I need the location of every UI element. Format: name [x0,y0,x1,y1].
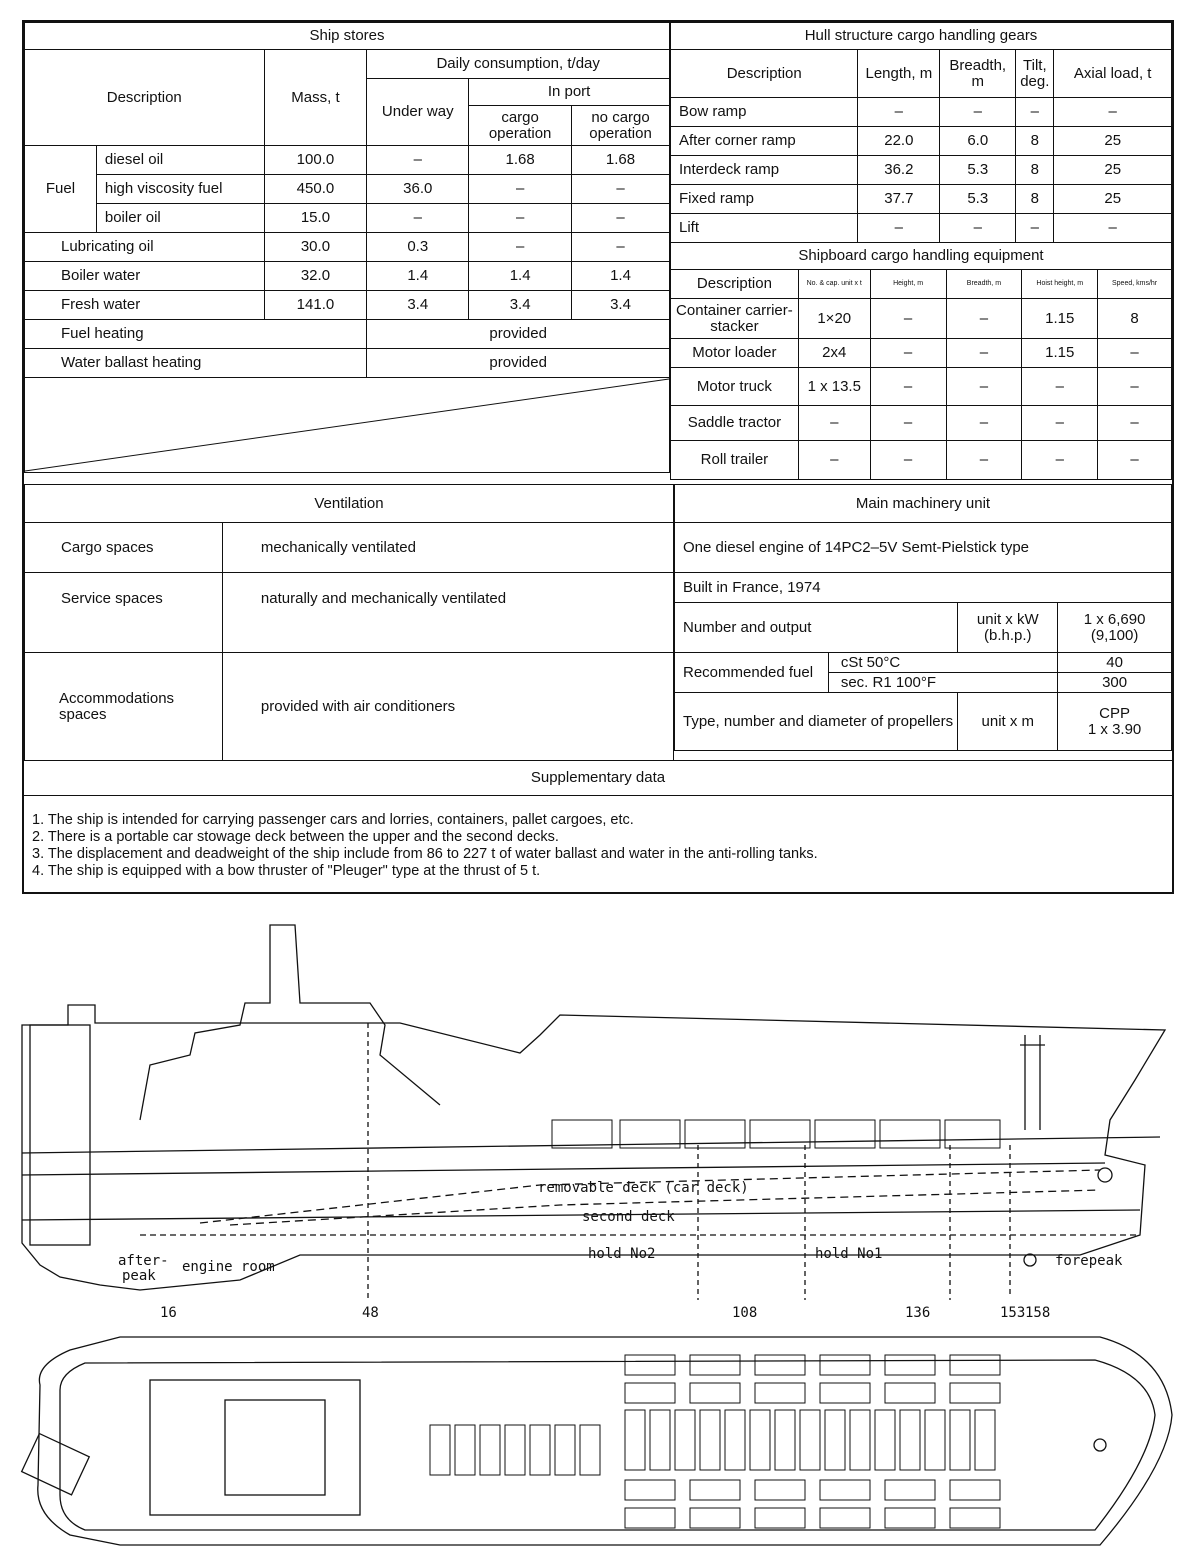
equip-row-no-cap: 1×20 [798,299,870,339]
fuel-label: Recommended fuel [675,653,829,693]
equip-row-speed: – [1098,441,1172,480]
equip-row-breadth: – [946,406,1022,441]
note-item: 4. The ship is equipped with a bow thruster of "Pleuger" type at the thrust of 5 t. [32,863,541,879]
hull-row-tilt: 8 [1016,127,1054,156]
equip-row-no-cap: 1 x 13.5 [798,368,870,406]
hull-row-name: Lift [671,214,858,243]
equip-row-hoist: – [1022,406,1098,441]
hull-row-axial: – [1054,98,1172,127]
stores-row-cargo: 1.68 [469,146,572,175]
label-forepeak: forepeak [1055,1253,1123,1269]
hull-row-length: 37.7 [858,185,940,214]
equip-row-breadth: – [946,368,1022,406]
ballast-heating-label: Water ballast heating [25,349,367,378]
equip-row-speed: – [1098,339,1172,368]
hull-row-tilt: 8 [1016,185,1054,214]
shipboard-equipment-table [670,242,1172,480]
ballast-heating-value: provided [367,349,670,378]
fuel-unit-2: sec. R1 100°F [828,673,1057,693]
hull-row-length: 36.2 [858,156,940,185]
stores-row-name: high viscosity fuel [96,175,264,204]
stores-row-no-cargo: 1.4 [572,262,670,291]
hull-row-breadth: – [940,214,1016,243]
fuel-heating-value: provided [367,320,670,349]
propeller-unit: unit x m [958,693,1058,751]
stores-col-mass: Mass, t [264,50,367,146]
vent-row-mode: naturally and mechanically ventilated [222,573,673,653]
propeller-value [1058,693,1172,751]
plan-view [22,1337,1172,1545]
hull-col-description: Description [671,50,858,98]
machinery-engine: One diesel engine of 14PC2–5V Semt-Pielstick type [675,523,1172,573]
equip-col-no-cap: No. & cap. unit x t [798,270,870,299]
stores-col-daily: Daily consumption, t/day [367,50,670,79]
equip-row-name: Saddle tractor [671,406,799,441]
propeller-size: 1 x 3.90 [1087,720,1142,738]
ship-stores-title: Ship stores [25,23,670,50]
stores-row-no-cargo: – [572,175,670,204]
machinery-table [674,484,1172,751]
frame-number: 136 [905,1305,931,1321]
label-engine-room: engine room [182,1259,275,1275]
stores-row-name: boiler oil [96,204,264,233]
equip-row-breadth: – [946,339,1022,368]
stores-row-mass: 32.0 [264,262,367,291]
stores-row-no-cargo: – [572,204,670,233]
hull-row-axial: 25 [1054,127,1172,156]
machinery-built: Built in France, 1974 [675,573,1172,603]
empty-diagonal-cell [25,378,670,473]
hull-col-breadth: Breadth, m [940,50,1016,98]
hull-gears-table [670,22,1172,243]
label-afterpeak-2: peak [122,1268,156,1284]
hull-row-breadth: 5.3 [940,185,1016,214]
frame-number: 48 [362,1305,379,1321]
equip-col-speed: Speed, kms/hr [1098,270,1172,299]
equip-row-name: Container carrier-stacker [671,299,799,339]
vent-row-space: Accommodations spaces [25,653,223,761]
hull-row-name: Interdeck ramp [671,156,858,185]
stores-row-no-cargo: – [572,233,670,262]
stores-col-cargo-op: cargo operation [469,106,572,146]
stores-row-name: diesel oil [96,146,264,175]
equip-row-height: – [870,441,946,480]
equip-row-name: Motor truck [671,368,799,406]
hull-row-breadth: 5.3 [940,156,1016,185]
stern-tower [30,1025,90,1245]
ventilation-title: Ventilation [25,485,674,523]
output-unit: unit x kW (b.h.p.) [958,603,1058,653]
stores-row-name: Lubricating oil [25,233,265,262]
note-item: 2. There is a portable car stowage deck between the upper and the second decks. [32,829,559,845]
output-label: Number and output [675,603,958,653]
equip-row-height: – [870,368,946,406]
hull-row-length: – [858,98,940,127]
hull-row-tilt: 8 [1016,156,1054,185]
hull-col-tilt: Tilt, deg. [1016,50,1054,98]
stores-row-name: Boiler water [25,262,265,291]
fuel-heating-label: Fuel heating [25,320,367,349]
equip-row-speed: – [1098,368,1172,406]
stores-row-cargo: – [469,204,572,233]
fuel-value-2: 300 [1058,673,1172,693]
equip-row-hoist: – [1022,441,1098,480]
equip-row-breadth: – [946,441,1022,480]
hull-row-name: Fixed ramp [671,185,858,214]
note-item: 3. The displacement and deadweight of the ship include from 86 to 227 t of water ballast and water in the anti-rolling tanks. [32,846,818,862]
hull-gears-title: Hull structure cargo handling gears [671,23,1172,50]
equip-row-height: – [870,299,946,339]
stores-row-under-way: 0.3 [367,233,469,262]
hull-row-axial: 25 [1054,185,1172,214]
stores-row-no-cargo: 1.68 [572,146,670,175]
label-hold-1: hold No1 [815,1246,883,1262]
equip-row-no-cap: – [798,406,870,441]
hull-row-breadth: 6.0 [940,127,1016,156]
hull-row-tilt: – [1016,214,1054,243]
hull-row-tilt: – [1016,98,1054,127]
equip-row-hoist: – [1022,368,1098,406]
fuel-group-label: Fuel [25,146,97,233]
hull-row-axial: – [1054,214,1172,243]
frame-number: 108 [732,1305,758,1321]
label-removable-deck: removable deck (car deck) [538,1180,749,1196]
ship-drawing [0,905,1187,1559]
hull-row-length: – [858,214,940,243]
frame-number: 153 [1000,1305,1026,1321]
stores-row-under-way: – [367,146,469,175]
equip-row-height: – [870,339,946,368]
hull-row-name: After corner ramp [671,127,858,156]
stores-row-under-way: 1.4 [367,262,469,291]
supplementary-notes [32,812,818,880]
frame-number: 158 [1025,1305,1051,1321]
stores-row-under-way: 3.4 [367,291,469,320]
stores-row-mass: 100.0 [264,146,367,175]
plan-containers [430,1355,1000,1528]
propeller-label: Type, number and diameter of propellers [675,693,958,751]
stores-col-no-cargo-op: no cargo operation [572,106,670,146]
stores-row-cargo: – [469,175,572,204]
hull-row-length: 22.0 [858,127,940,156]
stores-row-cargo: 3.4 [469,291,572,320]
frame-number: 16 [160,1305,177,1321]
vent-row-mode: provided with air conditioners [222,653,673,761]
stores-row-cargo: 1.4 [469,262,572,291]
stores-row-mass: 141.0 [264,291,367,320]
equip-row-speed: 8 [1098,299,1172,339]
label-hold-2: hold No2 [588,1246,656,1262]
machinery-title: Main machinery unit [675,485,1172,523]
stores-row-mass: 15.0 [264,204,367,233]
propeller-type: CPP [1099,704,1131,722]
equip-row-no-cap: – [798,441,870,480]
fuel-value-1: 40 [1058,653,1172,673]
hull-row-breadth: – [940,98,1016,127]
label-second-deck: second deck [582,1209,675,1225]
hull-col-length: Length, m [858,50,940,98]
equip-col-hoist: Hoist height, m [1022,270,1098,299]
output-value: 1 x 6,690 (9,100) [1058,603,1172,653]
stores-col-description: Description [25,50,265,146]
equip-row-speed: – [1098,406,1172,441]
stores-row-under-way: 36.0 [367,175,469,204]
equip-row-hoist: 1.15 [1022,299,1098,339]
equip-row-no-cap: 2x4 [798,339,870,368]
equip-row-name: Motor loader [671,339,799,368]
vent-row-space: Cargo spaces [25,523,223,573]
side-profile [22,925,1165,1300]
stores-row-mass: 450.0 [264,175,367,204]
note-item: 1. The ship is intended for carrying passenger cars and lorries, containers, pallet cargoes, etc. [32,812,634,828]
equip-col-description: Description [671,270,799,299]
label-afterpeak-1: after- [118,1253,169,1269]
ship-datasheet [22,20,1174,894]
vent-row-mode: mechanically ventilated [222,523,673,573]
stores-col-under-way: Under way [367,79,469,146]
ship-stores-table [24,22,670,473]
fuel-unit-1: cSt 50°C [828,653,1057,673]
stores-row-cargo: – [469,233,572,262]
equip-row-name: Roll trailer [671,441,799,480]
stores-col-in-port: In port [469,79,670,106]
equip-col-breadth: Breadth, m [946,270,1022,299]
ventilation-table [24,484,674,761]
stores-row-under-way: – [367,204,469,233]
stores-row-mass: 30.0 [264,233,367,262]
vent-row-space: Service spaces [25,573,223,653]
stores-row-no-cargo: 3.4 [572,291,670,320]
supplementary-title: Supplementary data [24,760,1172,796]
hull-row-axial: 25 [1054,156,1172,185]
diagonal-line [25,378,669,472]
equipment-title: Shipboard cargo handling equipment [671,243,1172,270]
equip-col-height: Height, m [870,270,946,299]
equip-row-height: – [870,406,946,441]
stores-row-name: Fresh water [25,291,265,320]
hull-row-name: Bow ramp [671,98,858,127]
equip-row-breadth: – [946,299,1022,339]
equip-row-hoist: 1.15 [1022,339,1098,368]
hull-col-axial: Axial load, t [1054,50,1172,98]
